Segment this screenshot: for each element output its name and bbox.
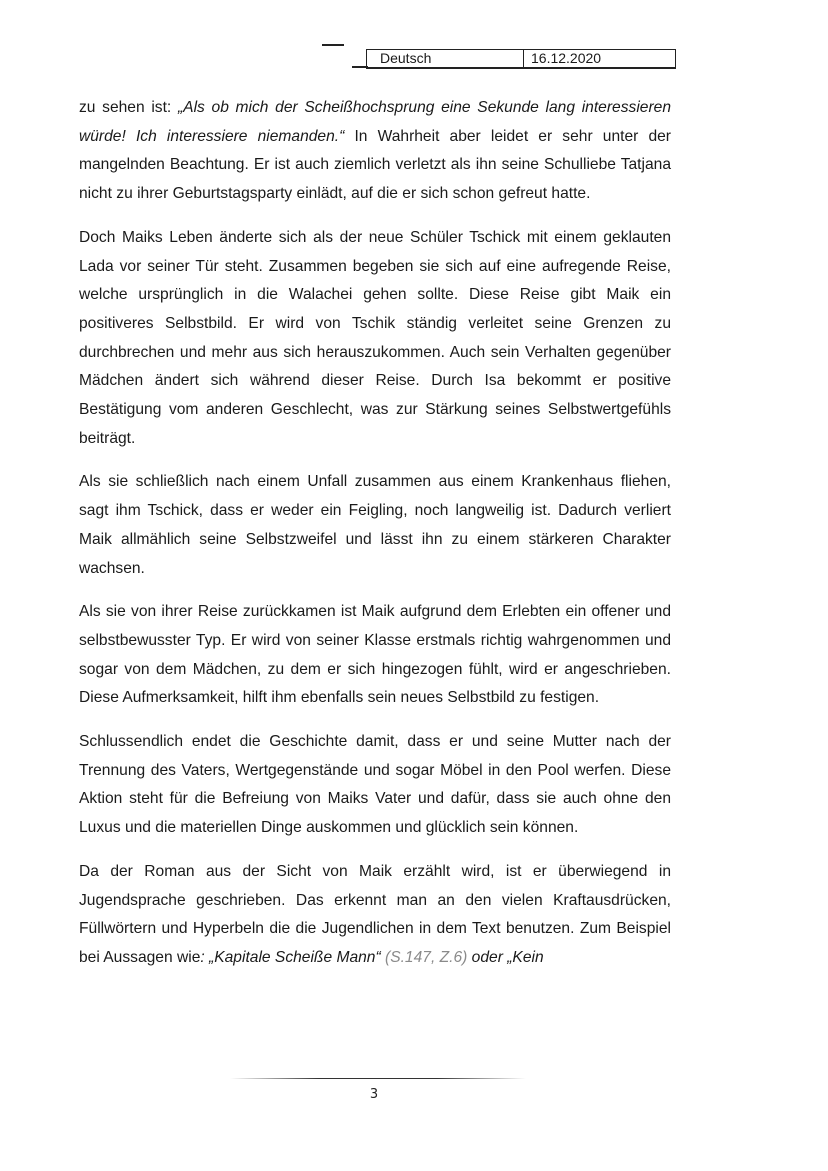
footer-rule	[230, 1078, 526, 1079]
header-subject: Deutsch	[367, 50, 524, 67]
header-table	[366, 49, 676, 69]
page-number: 3	[369, 1087, 379, 1102]
paragraph-5: Schlussendlich endet die Geschichte damit, dass er und seine Mutter nach der Trennung des Vaters, Wertgegenstände und sogar Möbel in den Pool werfen. Diese Aktion steht für die Befreiung von Maiks Vater und dafür, dass sie auch ohne den Luxus und die materiellen Dinge auskommen und glücklich sein können.	[79, 733, 671, 837]
paragraph-1-rest: In Wahrheit aber leidet er sehr unter der mangelnden Beachtung. Er ist auch ziemlich verletzt als ihn seine Schulliebe Tatjana nicht zu ihrer Geburtstagsparty einlädt, auf die er sich schon gefreut hatte.	[79, 127, 671, 203]
paragraph-4: Als sie von ihrer Reise zurückkamen ist Maik aufgrund dem Erlebten ein offener und selbstbewusster Typ. Er wird von seiner Klasse erstmals richtig wahrgenommen und sogar von dem Mädchen, zu dem er sich hingezogen fühlt, wird er angeschrieben. Diese Aufmerksamkeit, hilft ihm ebenfalls sein neues Selbstbild zu festigen.	[79, 603, 671, 707]
header-rule	[322, 44, 344, 46]
quote-scheisshochsprung: „Als ob mich der Scheißhochsprung eine Sekunde lang interessieren würde! Ich interessiere niemanden.“	[79, 99, 671, 145]
paragraph-6	[79, 858, 671, 973]
quote-kein: „Kein	[507, 948, 544, 966]
quote-kapitale: : „Kapitale Scheiße Mann“	[200, 948, 381, 966]
header-date: 16.12.2020	[531, 50, 602, 66]
document-body	[79, 94, 671, 988]
paragraph-3: Als sie schließlich nach einem Unfall zusammen aus einem Krankenhaus fliehen, sagt ihm Tschick, dass er weder ein Feigling, noch langweilig ist. Dadurch verliert Maik allmählich seine Selbstzweifel und lässt ihn zu einem stärkeren Charakter wachsen.	[79, 473, 671, 577]
paragraph-6-oder: oder	[467, 948, 508, 966]
citation-s147: (S.147, Z.6)	[385, 948, 468, 966]
paragraph-6-lead: Da der Roman aus der Sicht von Maik erzählt wird, ist er überwiegend in Jugendsprache geschrieben. Das erkennt man an den vielen Kraftausdrücken, Füllwörtern und Hyperbeln die die Jugendlichen in dem Text benutzen. Zum Beispiel bei Aussagen wie	[79, 862, 671, 966]
paragraph-1-lead: zu sehen ist:	[79, 99, 178, 116]
paragraph-1	[79, 94, 671, 209]
paragraph-2: Doch Maiks Leben änderte sich als der neue Schüler Tschick mit einem geklauten Lada vor seiner Tür steht. Zusammen begeben sie sich auf eine aufregende Reise, welche ursprünglich in die Walachei gehen sollte. Diese Reise gibt Maik ein positiveres Selbstbild. Er wird von Tschik ständig verleitet seine Grenzen zu durchbrechen und mehr aus sich herauszukommen. Auch sein Verhalten gegenüber Mädchen ändert sich während dieser Reise. Durch Isa bekommt er positive Bestätigung vom anderen Geschlecht, was zur Stärkung seines Selbstwertgefühls beiträgt.	[79, 228, 671, 447]
